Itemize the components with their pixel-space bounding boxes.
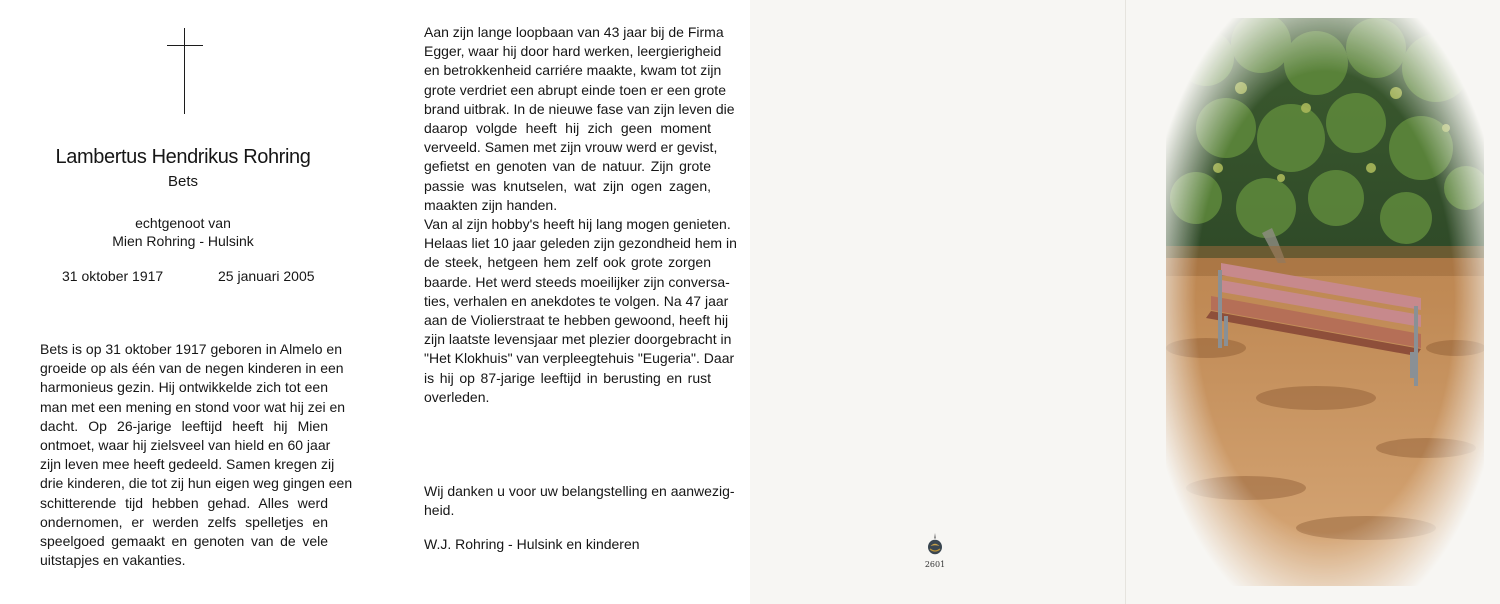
text-line: harmonieus gezin. Hij ontwikkelde zich tot een <box>40 379 328 396</box>
text-line: groeide op als één van de negen kinderen in een <box>40 360 344 377</box>
text-line: uitstapjes en vakanties. <box>40 552 186 569</box>
text-line: ondernomen, er werden zelfs spelletjes en <box>40 513 328 530</box>
text-line: daarop volgde heeft hij zich geen moment <box>424 120 711 137</box>
thanks-note <box>424 482 735 520</box>
cross-icon <box>184 28 185 114</box>
middle-panel <box>375 0 750 604</box>
spouse-block <box>0 214 366 250</box>
text-line: ontmoet, waar hij zielsveel van hield en 60 jaar <box>40 437 331 454</box>
spouse-intro: echtgenoot van <box>135 215 231 231</box>
text-line: speelgoed gemaakt en genoten van de vele <box>40 533 328 550</box>
text-line: overleden. <box>424 388 490 405</box>
signature: W.J. Rohring - Hulsink en kinderen <box>424 536 640 552</box>
text-line: de steek, hetgeen hem zelf ook grote zorgen <box>424 254 711 271</box>
date-death: 25 januari 2005 <box>218 268 315 284</box>
text-line: grote verdriet een abrupt einde toen er een grote <box>424 81 726 98</box>
text-line: Van al zijn hobby's heeft hij lang mogen genieten. <box>424 216 731 233</box>
text-line: Bets is op 31 oktober 1917 geboren in Almelo en <box>40 341 342 357</box>
text-line: schitterende tijd hebben gehad. Alles werd <box>40 494 328 511</box>
text-line: dacht. Op 26-jarige leeftijd heeft hij Mien <box>40 417 328 434</box>
printer-logo-icon <box>926 532 944 556</box>
text-line: maakten zijn handen. <box>424 196 558 213</box>
text-line: drie kinderen, die tot zij hun eigen weg gingen een <box>40 475 353 492</box>
nickname: Bets <box>167 173 198 190</box>
back-panel <box>750 0 1125 604</box>
text-line: Aan zijn lange loopbaan van 43 jaar bij de Firma <box>424 24 724 40</box>
deceased-name: Lambertus Hendrikus Rohring <box>55 146 311 168</box>
printer-code: 2601 <box>924 560 946 569</box>
text-line: passie was knutselen, wat zijn ogen zagen, <box>424 177 711 194</box>
text-line: brand uitbrak. In de nieuwe fase van zijn leven die <box>424 100 735 117</box>
text-line: man met een mening en stond voor wat hij zei en <box>40 398 346 415</box>
text-line: verveeld. Samen met zijn vrouw werd er gevist, <box>424 139 718 156</box>
text-line: "Het Klokhuis" van verpleegtehuis "Eugeria". Daar <box>424 350 735 367</box>
text-line: aan de Violierstraat te hebben gewoond, heeft hij <box>424 312 729 329</box>
cross-icon-bar <box>167 45 203 46</box>
date-birth: 31 oktober 1917 <box>62 268 164 284</box>
text-line: baarde. Het werd steeds moeilijker zijn conversa- <box>424 273 730 290</box>
text-line: gefietst en genoten van de natuur. Zijn grote <box>424 158 711 175</box>
text-line: heid. <box>424 502 455 519</box>
text-line: Egger, waar hij door hard werken, leergierigheid <box>424 43 722 60</box>
text-line: zijn leven mee heeft gedeeld. Samen kregen zij <box>40 456 335 473</box>
life-story <box>424 23 737 407</box>
biography <box>40 340 353 570</box>
text-line: en betrokkenheid carriére maakte, kwam tot zijn <box>424 62 722 79</box>
photo-panel <box>1125 0 1500 604</box>
park-bench-photo <box>1166 18 1484 586</box>
text-line: ties, verhalen en anekdotes te volgen. Na 47 jaar <box>424 292 729 309</box>
left-panel <box>0 0 375 604</box>
text-line: Wij danken u voor uw belangstelling en aanwezig- <box>424 483 735 499</box>
text-line: is hij op 87-jarige leeftijd in berusting en rust <box>424 369 711 386</box>
text-line: Helaas liet 10 jaar geleden zijn gezondheid hem in <box>424 235 737 252</box>
spouse-name: Mien Rohring - Hulsink <box>112 233 254 249</box>
text-line: zijn laatste levensjaar met plezier doorgebracht in <box>424 331 732 348</box>
